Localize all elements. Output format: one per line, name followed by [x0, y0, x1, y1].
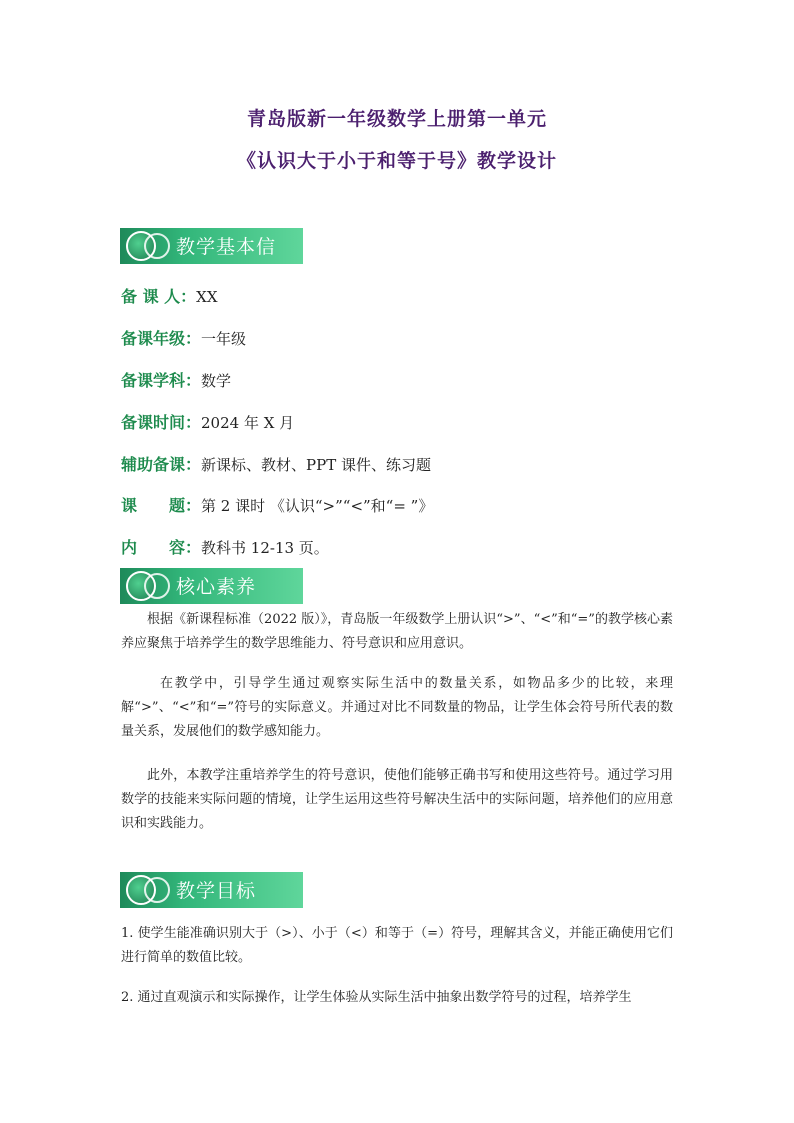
info-key: 备课年级： — [121, 329, 202, 348]
objective-1: 1. 使学生能准确识别大于（>）、小于（<）和等于（=）符号，理解其含义，并能正确使用它们进行简单的数值比较。 — [121, 926, 673, 965]
objective-2: 2. 通过直观演示和实际操作，让学生体验从实际生活中抽象出数学符号的过程，培养学生 — [121, 990, 632, 1005]
info-key: 内 容： — [121, 538, 202, 557]
info-value: XX — [196, 288, 218, 306]
info-row-preparer — [121, 284, 218, 307]
info-value: 新课标、教材、PPT 课件、练习题 — [201, 456, 431, 474]
section-banner-objectives — [120, 872, 303, 908]
section-title: 核心素养 — [176, 576, 257, 598]
document-title-line2: 《认识大于小于和等于号》教学设计 — [236, 150, 557, 172]
info-row-topic — [121, 493, 433, 516]
ring-icon — [144, 877, 170, 903]
info-key: 备 课 人： — [121, 287, 197, 306]
info-key: 备课学科： — [121, 371, 202, 390]
core-paragraph-2: 在教学中，引导学生通过观察实际生活中的数量关系，如物品多少的比较，来理解“>”、“<”和“=”符号的实际意义。并通过对比不同数量的物品，让学生体会符号所代表的数量关系，发展他们的数学感知能力。 — [121, 676, 673, 739]
info-row-grade — [121, 326, 246, 349]
info-key: 辅助备课： — [121, 455, 202, 474]
section-banner-core-literacy — [120, 568, 303, 604]
info-row-content — [121, 535, 329, 558]
info-row-subject — [121, 368, 231, 391]
info-key: 课 题： — [121, 496, 202, 515]
core-paragraph-1: 根据《新课程标准（2022 版）》，青岛版一年级数学上册认识“>”、“<”和“=”的教学核心素养应聚焦于培养学生的数学思维能力、符号意识和应用意识。 — [121, 612, 673, 651]
section-title: 教学目标 — [176, 880, 257, 902]
info-row-time — [121, 410, 294, 433]
document-title-line1: 青岛版新一年级数学上册第一单元 — [246, 108, 547, 130]
info-value: 教科书 12-13 页。 — [201, 539, 329, 557]
info-row-materials — [121, 452, 431, 475]
info-value: 一年级 — [201, 330, 247, 348]
info-key: 备课时间： — [121, 413, 202, 432]
info-value: 数学 — [201, 372, 232, 390]
info-value: 2024 年 X 月 — [201, 414, 295, 432]
core-paragraph-3: 此外，本教学注重培养学生的符号意识，使他们能够正确书写和使用这些符号。通过学习用数学的技能来实际问题的情境，让学生运用这些符号解决生活中的实际问题，培养他们的应用意识和实践能力。 — [121, 768, 673, 831]
section-banner-basic-info — [120, 228, 303, 264]
info-value: 第 2 课时 《认识“>”“<”和“= ”》 — [201, 497, 434, 515]
section-title: 教学基本信 — [176, 236, 277, 258]
ring-icon — [144, 573, 170, 599]
ring-icon — [144, 233, 170, 259]
